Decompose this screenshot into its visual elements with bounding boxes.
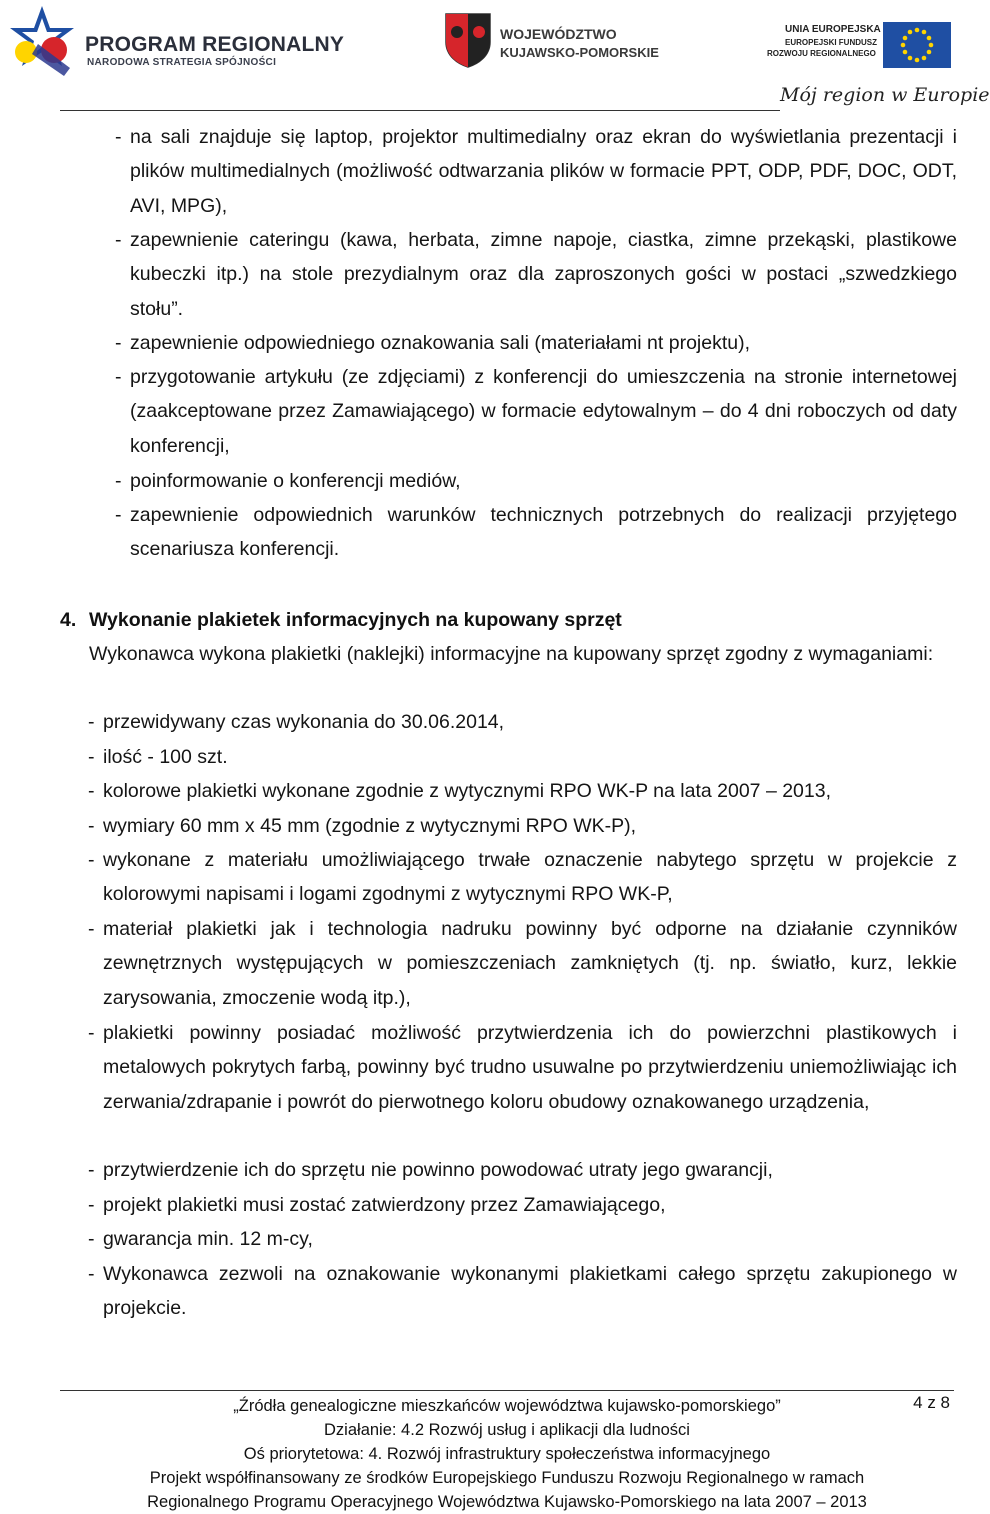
list-item-text: zapewnienie odpowiedniego oznakowania sali (materiałami nt projektu), bbox=[130, 332, 751, 354]
motto-signature: Mój region w Europie bbox=[780, 84, 990, 106]
list-item-text: ilość - 100 szt. bbox=[103, 746, 228, 768]
list-item bbox=[88, 809, 957, 843]
section-intro: Wykonawca wykona plakietki (naklejki) informacyjne na kupowany sprzęt zgodny z wymaganiami: bbox=[89, 643, 934, 665]
list-item bbox=[115, 120, 957, 223]
program-title: PROGRAM REGIONALNY bbox=[85, 33, 345, 56]
list-item-text: wymiary 60 mm x 45 mm (zgodnie z wytycznymi RPO WK-P), bbox=[103, 815, 637, 837]
list-bullet: - bbox=[88, 1159, 95, 1181]
nss-star-icon bbox=[8, 4, 80, 84]
list-item bbox=[88, 774, 957, 808]
list-bullet: - bbox=[115, 126, 122, 148]
region-name-line2: KUJAWSKO-POMORSKIE bbox=[500, 45, 659, 60]
list-item-text: zapewnienie cateringu (kawa, herbata, zimne napoje, ciastka, zimne przekąski, plastikowe kubeczki itp.) na stole prezydialnym oraz dla zaproszonych gości w postaci „szwedzkiego stołu”. bbox=[130, 229, 957, 320]
list-bullet: - bbox=[88, 711, 95, 733]
list-item bbox=[115, 498, 957, 567]
list-item-text: gwarancja min. 12 m-cy, bbox=[103, 1228, 313, 1250]
list-bullet: - bbox=[88, 918, 95, 940]
footer-action: Działanie: 4.2 Rozwój usług i aplikacji dla ludności bbox=[324, 1421, 690, 1439]
footer-funding-line2: Regionalnego Programu Operacyjnego Województwa Kujawsko-Pomorskiego na lata 2007 – 2013 bbox=[147, 1493, 867, 1511]
list-item bbox=[88, 1153, 957, 1187]
list-bullet: - bbox=[115, 229, 122, 251]
page-footer bbox=[60, 1394, 954, 1514]
list-item bbox=[115, 464, 957, 498]
list-item-text: poinformowanie o konferencji mediów, bbox=[130, 470, 461, 492]
list-item bbox=[88, 1222, 957, 1256]
list-item-text: wykonane z materiału umożliwiającego trwałe oznaczenie nabytego sprzętu w projekcie z kolorowymi napisami i logami zgodnymi z wytycznymi RPO WK-P, bbox=[103, 849, 957, 906]
list-bullet: - bbox=[88, 780, 95, 802]
voivodeship-logo bbox=[444, 12, 674, 72]
list-item bbox=[115, 326, 957, 360]
footer-funding-line1: Projekt współfinansowany ze środków Europejskiego Funduszu Rozwoju Regionalnego w ramach bbox=[149, 1469, 865, 1487]
section-heading bbox=[60, 603, 622, 637]
list-item-text: na sali znajduje się laptop, projektor multimedialny oraz ekran do wyświetlania prezentacji i plików multimedialnych (możliwość odtwarzania plików w formacie PPT, ODP, PDF, DOC, ODT, AVI, MPG), bbox=[130, 126, 957, 217]
eu-line3: ROZWOJU REGIONALNEGO bbox=[767, 49, 876, 58]
list-item bbox=[115, 360, 957, 463]
page-header bbox=[0, 0, 990, 112]
list-item-text: przewidywany czas wykonania do 30.06.2014, bbox=[103, 711, 505, 733]
section-title: Wykonanie plakietek informacyjnych na kupowany sprzęt bbox=[89, 609, 622, 631]
list-item-text: materiał plakietki jak i technologia nadruku powinny być odporne na działanie czynników zewnętrznych występujących w pomieszczeniach zamkniętych (tj. np. światło, kurz, lekkie zarysowania, zmoczenie wodą itp.), bbox=[103, 918, 957, 1009]
list-item-text: projekt plakietki musi zostać zatwierdzony przez Zamawiającego, bbox=[103, 1194, 666, 1216]
list-item-text: przygotowanie artykułu (ze zdjęciami) z konferencji do umieszczenia na stronie internetowej (zaakceptowane przez Zamawiającego) w formacie edytowalnym – do 4 dni roboczych od daty konferencji, bbox=[130, 366, 957, 457]
list-bullet: - bbox=[115, 366, 122, 388]
coat-of-arms-icon bbox=[444, 12, 492, 68]
list-bullet: - bbox=[88, 746, 95, 768]
list-bullet: - bbox=[88, 815, 95, 837]
list-bullet: - bbox=[88, 1228, 95, 1250]
footer-divider bbox=[60, 1390, 954, 1391]
list-bullet: - bbox=[88, 1022, 95, 1044]
list-item bbox=[88, 740, 957, 774]
eu-line2: EUROPEJSKI FUNDUSZ bbox=[785, 38, 878, 47]
footer-priority-axis: Oś priorytetowa: 4. Rozwój infrastruktury społeczeństwa informacyjnego bbox=[243, 1445, 771, 1463]
list-item-text: zapewnienie odpowiednich warunków technicznych potrzebnych do realizacji przyjętego scenariusza konferencji. bbox=[130, 504, 957, 561]
region-name-line1: WOJEWÓDZTWO bbox=[500, 26, 617, 42]
list-bullet: - bbox=[115, 332, 122, 354]
list-item bbox=[88, 1188, 957, 1222]
list-bullet: - bbox=[88, 1263, 95, 1285]
page-number: 4 z 8 bbox=[913, 1393, 950, 1412]
list-item bbox=[88, 912, 957, 1015]
list-item-text: Wykonawca zezwoli na oznakowanie wykonanymi plakietkami całego sprzętu zakupionego w projekcie. bbox=[103, 1263, 957, 1320]
list-bullet: - bbox=[88, 1194, 95, 1216]
list-bullet: - bbox=[115, 504, 122, 526]
list-item bbox=[88, 1016, 957, 1119]
list-bullet: - bbox=[115, 470, 122, 492]
section-number: 4. bbox=[60, 609, 77, 631]
eu-logo bbox=[765, 22, 955, 70]
list-item-text: kolorowe plakietki wykonane zgodnie z wytycznymi RPO WK-P na lata 2007 – 2013, bbox=[103, 780, 832, 802]
list-item bbox=[88, 705, 957, 739]
list-item-text: przytwierdzenie ich do sprzętu nie powinno powodować utraty jego gwarancji, bbox=[103, 1159, 773, 1181]
list-bullet: - bbox=[88, 849, 95, 871]
program-regionalny-logo bbox=[8, 4, 345, 84]
program-subtitle: NARODOWA STRATEGIA SPÓJNOŚCI bbox=[87, 57, 277, 68]
list-item bbox=[115, 223, 957, 326]
list-item-text: plakietki powinny posiadać możliwość przytwierdzenia ich do powierzchni plastikowych i metalowych pokrytych farbą, powinny być trudno usuwalne po przytwierdzeniu uniemożliwiając ich zerwania/zdrapanie i powrót do pierwotnego koloru obudowy oznakowanego urządzenia, bbox=[103, 1022, 957, 1113]
eu-line1: UNIA EUROPEJSKA bbox=[785, 24, 881, 35]
eu-flag-icon bbox=[883, 22, 951, 68]
list-item bbox=[88, 843, 957, 912]
header-divider bbox=[60, 110, 780, 111]
list-item bbox=[88, 1257, 957, 1326]
footer-project-title: „Źródła genealogiczne mieszkańców województwa kujawsko-pomorskiego” bbox=[233, 1397, 781, 1415]
